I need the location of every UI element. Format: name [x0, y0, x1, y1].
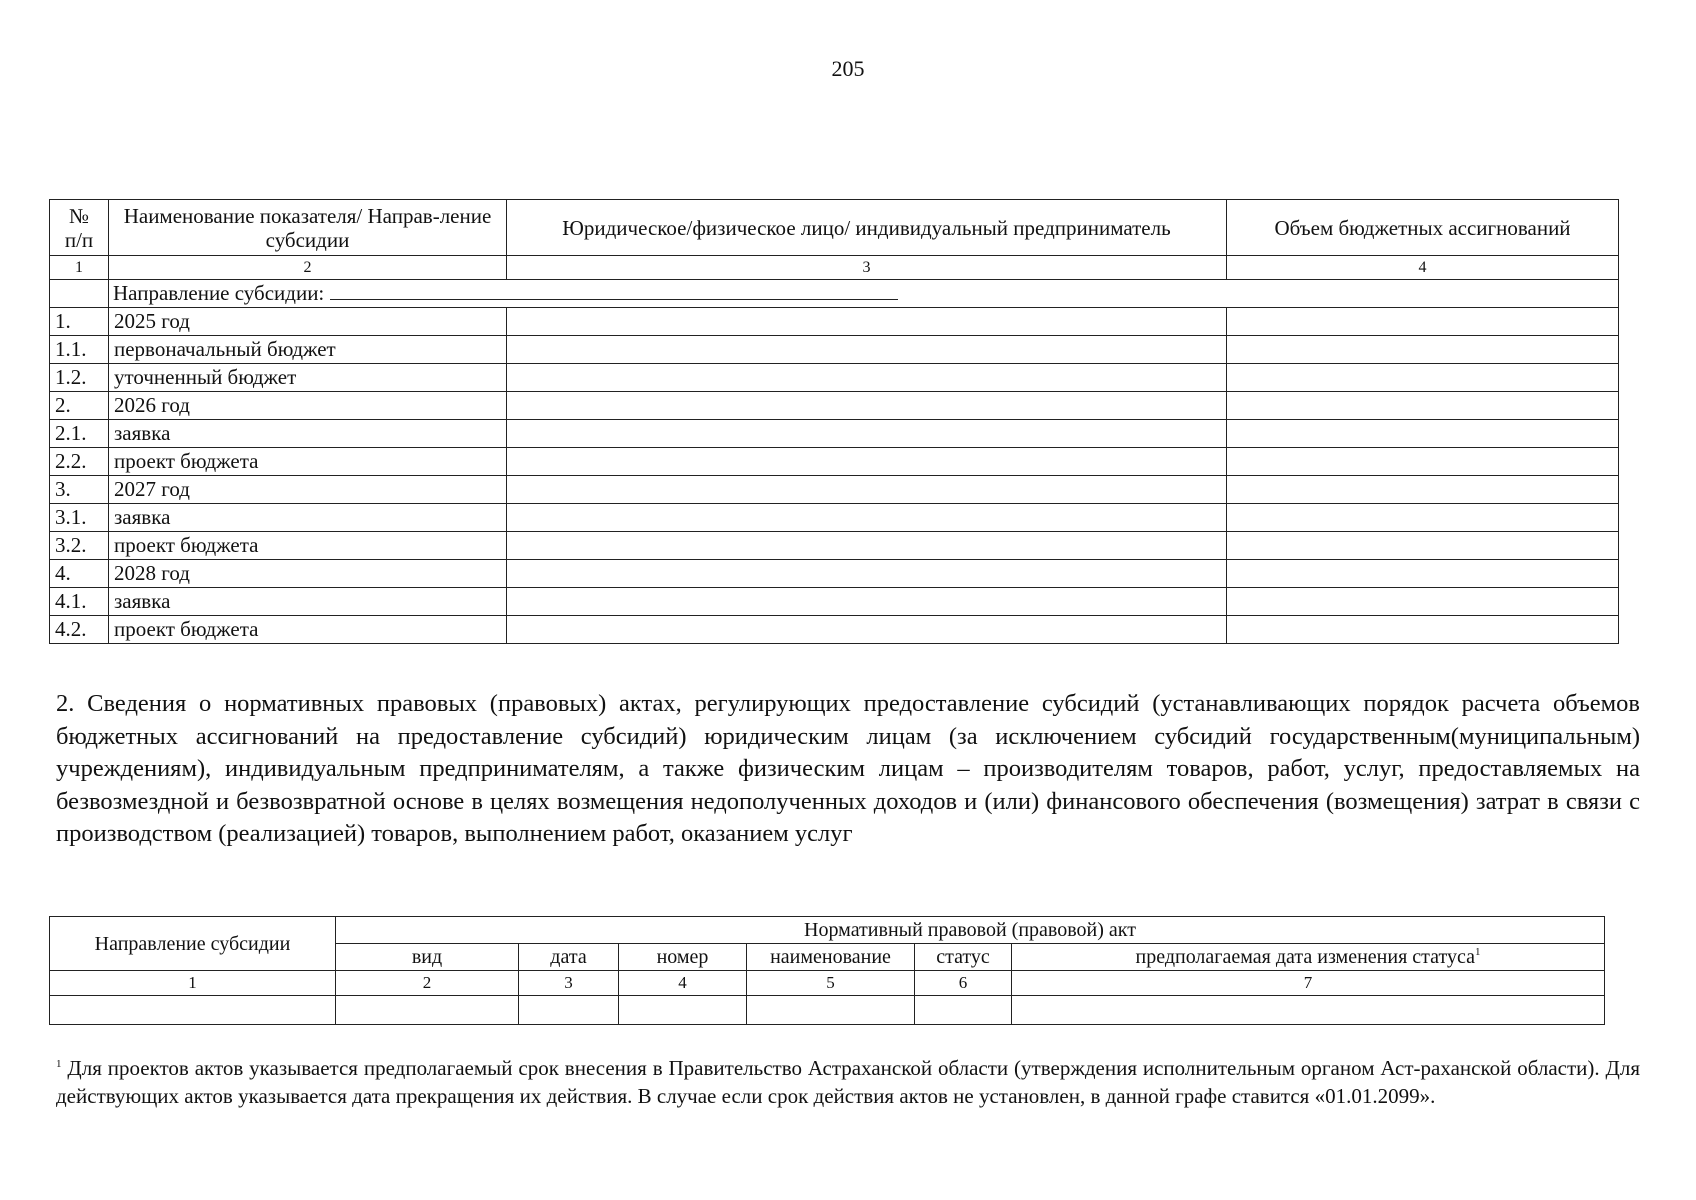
legal-acts-table	[49, 916, 1605, 1025]
index-cell: 1	[50, 971, 336, 996]
index-cell: 5	[747, 971, 915, 996]
row-name-cell: 2025 год	[109, 308, 507, 336]
legal-entity-cell	[507, 588, 1227, 616]
index-cell: 3	[507, 256, 1227, 280]
index-cell: 2	[109, 256, 507, 280]
budget-volume-cell	[1227, 532, 1619, 560]
budget-volume-cell	[1227, 560, 1619, 588]
row-name-cell: заявка	[109, 588, 507, 616]
row-number-cell: 2.1.	[50, 420, 109, 448]
header-legal-entity: Юридическое/физическое лицо/ индивидуальный предприниматель	[507, 200, 1227, 256]
empty-cell	[1012, 996, 1605, 1025]
row-name-cell: проект бюджета	[109, 448, 507, 476]
row-number-cell: 3.	[50, 476, 109, 504]
table-row	[50, 588, 1619, 616]
legal-entity-cell	[507, 504, 1227, 532]
index-cell: 2	[336, 971, 519, 996]
budget-volume-cell	[1227, 616, 1619, 644]
empty-cell	[519, 996, 619, 1025]
empty-cell	[747, 996, 915, 1025]
legal-entity-cell	[507, 336, 1227, 364]
row-number-cell: 1.	[50, 308, 109, 336]
table-row	[50, 616, 1619, 644]
row-name-cell: проект бюджета	[109, 616, 507, 644]
table-row	[50, 336, 1619, 364]
legal-entity-cell	[507, 476, 1227, 504]
budget-volume-cell	[1227, 504, 1619, 532]
legal-entity-cell	[507, 448, 1227, 476]
row-number-cell: 1.2.	[50, 364, 109, 392]
index-cell: 4	[619, 971, 747, 996]
row-number-cell: 4.1.	[50, 588, 109, 616]
table-row	[50, 420, 1619, 448]
row-name-cell: 2028 год	[109, 560, 507, 588]
direction-fill-line	[330, 281, 898, 300]
index-cell: 3	[519, 971, 619, 996]
legal-entity-cell	[507, 532, 1227, 560]
row-number-cell: 1.1.	[50, 336, 109, 364]
row-name-cell: 2027 год	[109, 476, 507, 504]
table2-empty-row	[50, 996, 1605, 1025]
row-name-cell: уточненный бюджет	[109, 364, 507, 392]
legal-entity-cell	[507, 560, 1227, 588]
table-row	[50, 504, 1619, 532]
row-number-cell: 3.1.	[50, 504, 109, 532]
budget-volume-cell	[1227, 392, 1619, 420]
table1-body	[50, 308, 1619, 644]
header-act-number: номер	[619, 944, 747, 971]
table-row	[50, 308, 1619, 336]
row-number-cell: 4.	[50, 560, 109, 588]
index-cell: 1	[50, 256, 109, 280]
empty-cell	[915, 996, 1012, 1025]
header-status-change-date: предполагаемая дата изменения статуса$^1$	[1012, 944, 1605, 971]
budget-volume-cell	[1227, 476, 1619, 504]
header-budget-volume: Объем бюджетных ассигнований	[1227, 200, 1619, 256]
index-cell: 6	[915, 971, 1012, 996]
row-name-cell: проект бюджета	[109, 532, 507, 560]
table1-index-row	[50, 256, 1619, 280]
budget-allocations-table	[49, 199, 1619, 644]
row-name-cell: заявка	[109, 504, 507, 532]
header-number: № п/п	[50, 200, 109, 256]
row-number-cell: 3.2.	[50, 532, 109, 560]
budget-volume-cell	[1227, 308, 1619, 336]
legal-entity-cell	[507, 364, 1227, 392]
direction-row	[50, 280, 1619, 308]
legal-entity-cell	[507, 616, 1227, 644]
budget-volume-cell	[1227, 364, 1619, 392]
row-number-cell: 2.2.	[50, 448, 109, 476]
table-row	[50, 392, 1619, 420]
empty-cell	[619, 996, 747, 1025]
index-cell: 7	[1012, 971, 1605, 996]
header-indicator-name: Наименование показателя/ Направ-ление субсидии	[109, 200, 507, 256]
table-row	[50, 560, 1619, 588]
table-row	[50, 476, 1619, 504]
footnote-mark: 1	[56, 1058, 62, 1070]
row-number-cell: 2.	[50, 392, 109, 420]
row-name-cell: 2026 год	[109, 392, 507, 420]
header-act-status: статус	[915, 944, 1012, 971]
row-name-cell: заявка	[109, 420, 507, 448]
row-number-cell: 4.2.	[50, 616, 109, 644]
header-act-title: наименование	[747, 944, 915, 971]
budget-volume-cell	[1227, 420, 1619, 448]
legal-entity-cell	[507, 308, 1227, 336]
table-row	[50, 448, 1619, 476]
table1-header-row	[50, 200, 1619, 256]
empty-cell	[50, 996, 336, 1025]
header-subsidy-direction: Направление субсидии	[50, 917, 336, 971]
row-name-cell: первоначальный бюджет	[109, 336, 507, 364]
table-row	[50, 364, 1619, 392]
section-2-heading: 2. Сведения о нормативных правовых (правовых) актах, регулирующих предоставление субсидий (устанавливающих порядок расчета объемов бюджетных ассигнований на предоставление субсидий) юридическим лицам (за исключением субсидий государственным(муниципальным) учреждениям), индивидуальным предпринимателям, а также физическим лицам – производителям товаров, работ, услуг, предоставляемых на безвозмездной и безвозвратной основе в целях возмещения недополученных доходов и (или) финансового обеспечения (возмещения) затрат в связи с производством (реализацией) товаров, выполнением работ, оказанием услуг	[56, 690, 1640, 847]
empty-cell	[336, 996, 519, 1025]
index-cell: 4	[1227, 256, 1619, 280]
header-act-type: вид	[336, 944, 519, 971]
direction-num-cell	[50, 280, 109, 308]
table-row	[50, 532, 1619, 560]
table2-index-row	[50, 971, 1605, 996]
page-number: 205	[831, 56, 865, 81]
footnote-ref: 1	[1474, 946, 1481, 958]
table2-header-row-1	[50, 917, 1605, 944]
direction-label-cell	[109, 280, 1619, 308]
budget-volume-cell	[1227, 336, 1619, 364]
footnote	[56, 1054, 1640, 1110]
budget-volume-cell	[1227, 448, 1619, 476]
budget-volume-cell	[1227, 588, 1619, 616]
direction-label: Направление субсидии:	[113, 281, 325, 305]
legal-entity-cell	[507, 392, 1227, 420]
header-act-date: дата	[519, 944, 619, 971]
header-legal-act: Нормативный правовой (правовой) акт	[336, 917, 1605, 944]
footnote-text: Для проектов актов указывается предполагаемый срок внесения в Правительство Астраханской области (утверждения исполнительным органом Аст-раханской области). Для действующих актов указывается дата прекращения их действия. В случае если срок действия актов не установлен, в данной графе ставится «01.01.2099».	[56, 1056, 1641, 1108]
legal-entity-cell	[507, 420, 1227, 448]
